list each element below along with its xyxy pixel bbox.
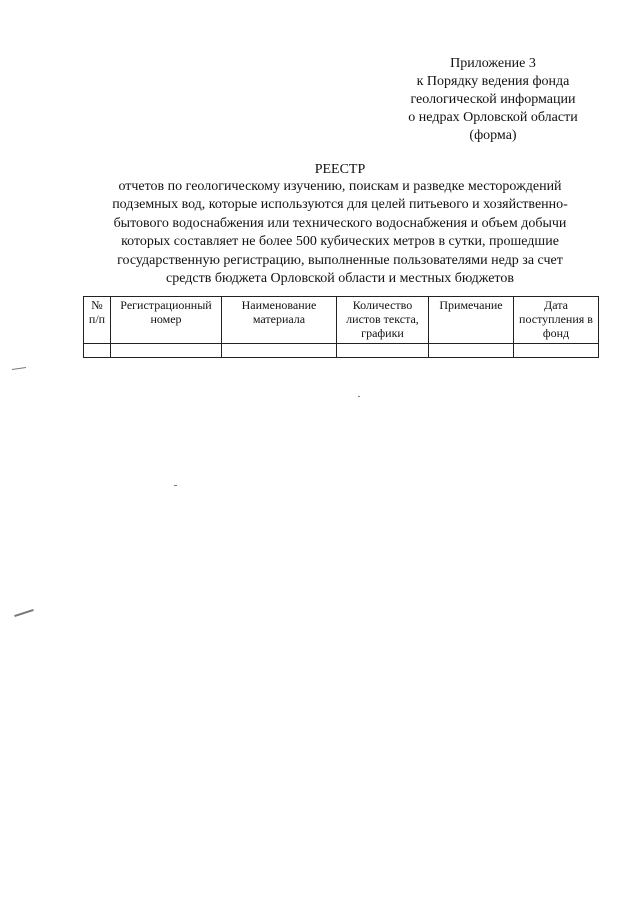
document-description [80, 178, 600, 288]
scan-mark [14, 609, 34, 617]
header-sheet-count: Количество листов текста, графики [337, 297, 429, 344]
header-note: Примечание [429, 297, 514, 344]
header-material-name: Наименование материала [222, 297, 337, 344]
description-line: которых составляет не более 500 кубических метров в сутки, прошедшие [121, 234, 559, 250]
table-cell [514, 344, 599, 358]
description-line: бытового водоснабжения или технического водоснабжения и объем добычи [113, 215, 567, 231]
appendix-line: геологической информации [410, 92, 576, 107]
registry-table [83, 296, 599, 358]
scan-mark [12, 367, 26, 370]
appendix-line: о недрах Орловской области [408, 110, 578, 125]
appendix-line: Приложение 3 [450, 56, 536, 71]
header-registration-number: Регистрационный номер [111, 297, 222, 344]
table-cell [84, 344, 111, 358]
scan-mark [358, 396, 360, 397]
table-cell [429, 344, 514, 358]
appendix-line: (форма) [469, 128, 517, 143]
description-line: отчетов по геологическому изучению, поискам и разведке месторождений [118, 179, 562, 194]
appendix-line: к Порядку ведения фонда [416, 74, 570, 89]
table-header-row [84, 297, 599, 344]
description-line: подземных вод, которые используются для целей питьевого и хозяйственно- [112, 197, 568, 213]
description-line: государственную регистрацию, выполненные пользователями недр за счет [117, 252, 563, 268]
table-row [84, 344, 599, 358]
header-number: № п/п [84, 297, 111, 344]
header-receipt-date: Дата поступления в фонд [514, 297, 599, 344]
document-title: РЕЕСТР [314, 162, 366, 177]
appendix-header [386, 55, 600, 145]
table-cell [111, 344, 222, 358]
table-cell [337, 344, 429, 358]
table-cell [222, 344, 337, 358]
scan-mark [174, 485, 177, 486]
description-line: средств бюджета Орловской области и местных бюджетов [166, 271, 514, 287]
